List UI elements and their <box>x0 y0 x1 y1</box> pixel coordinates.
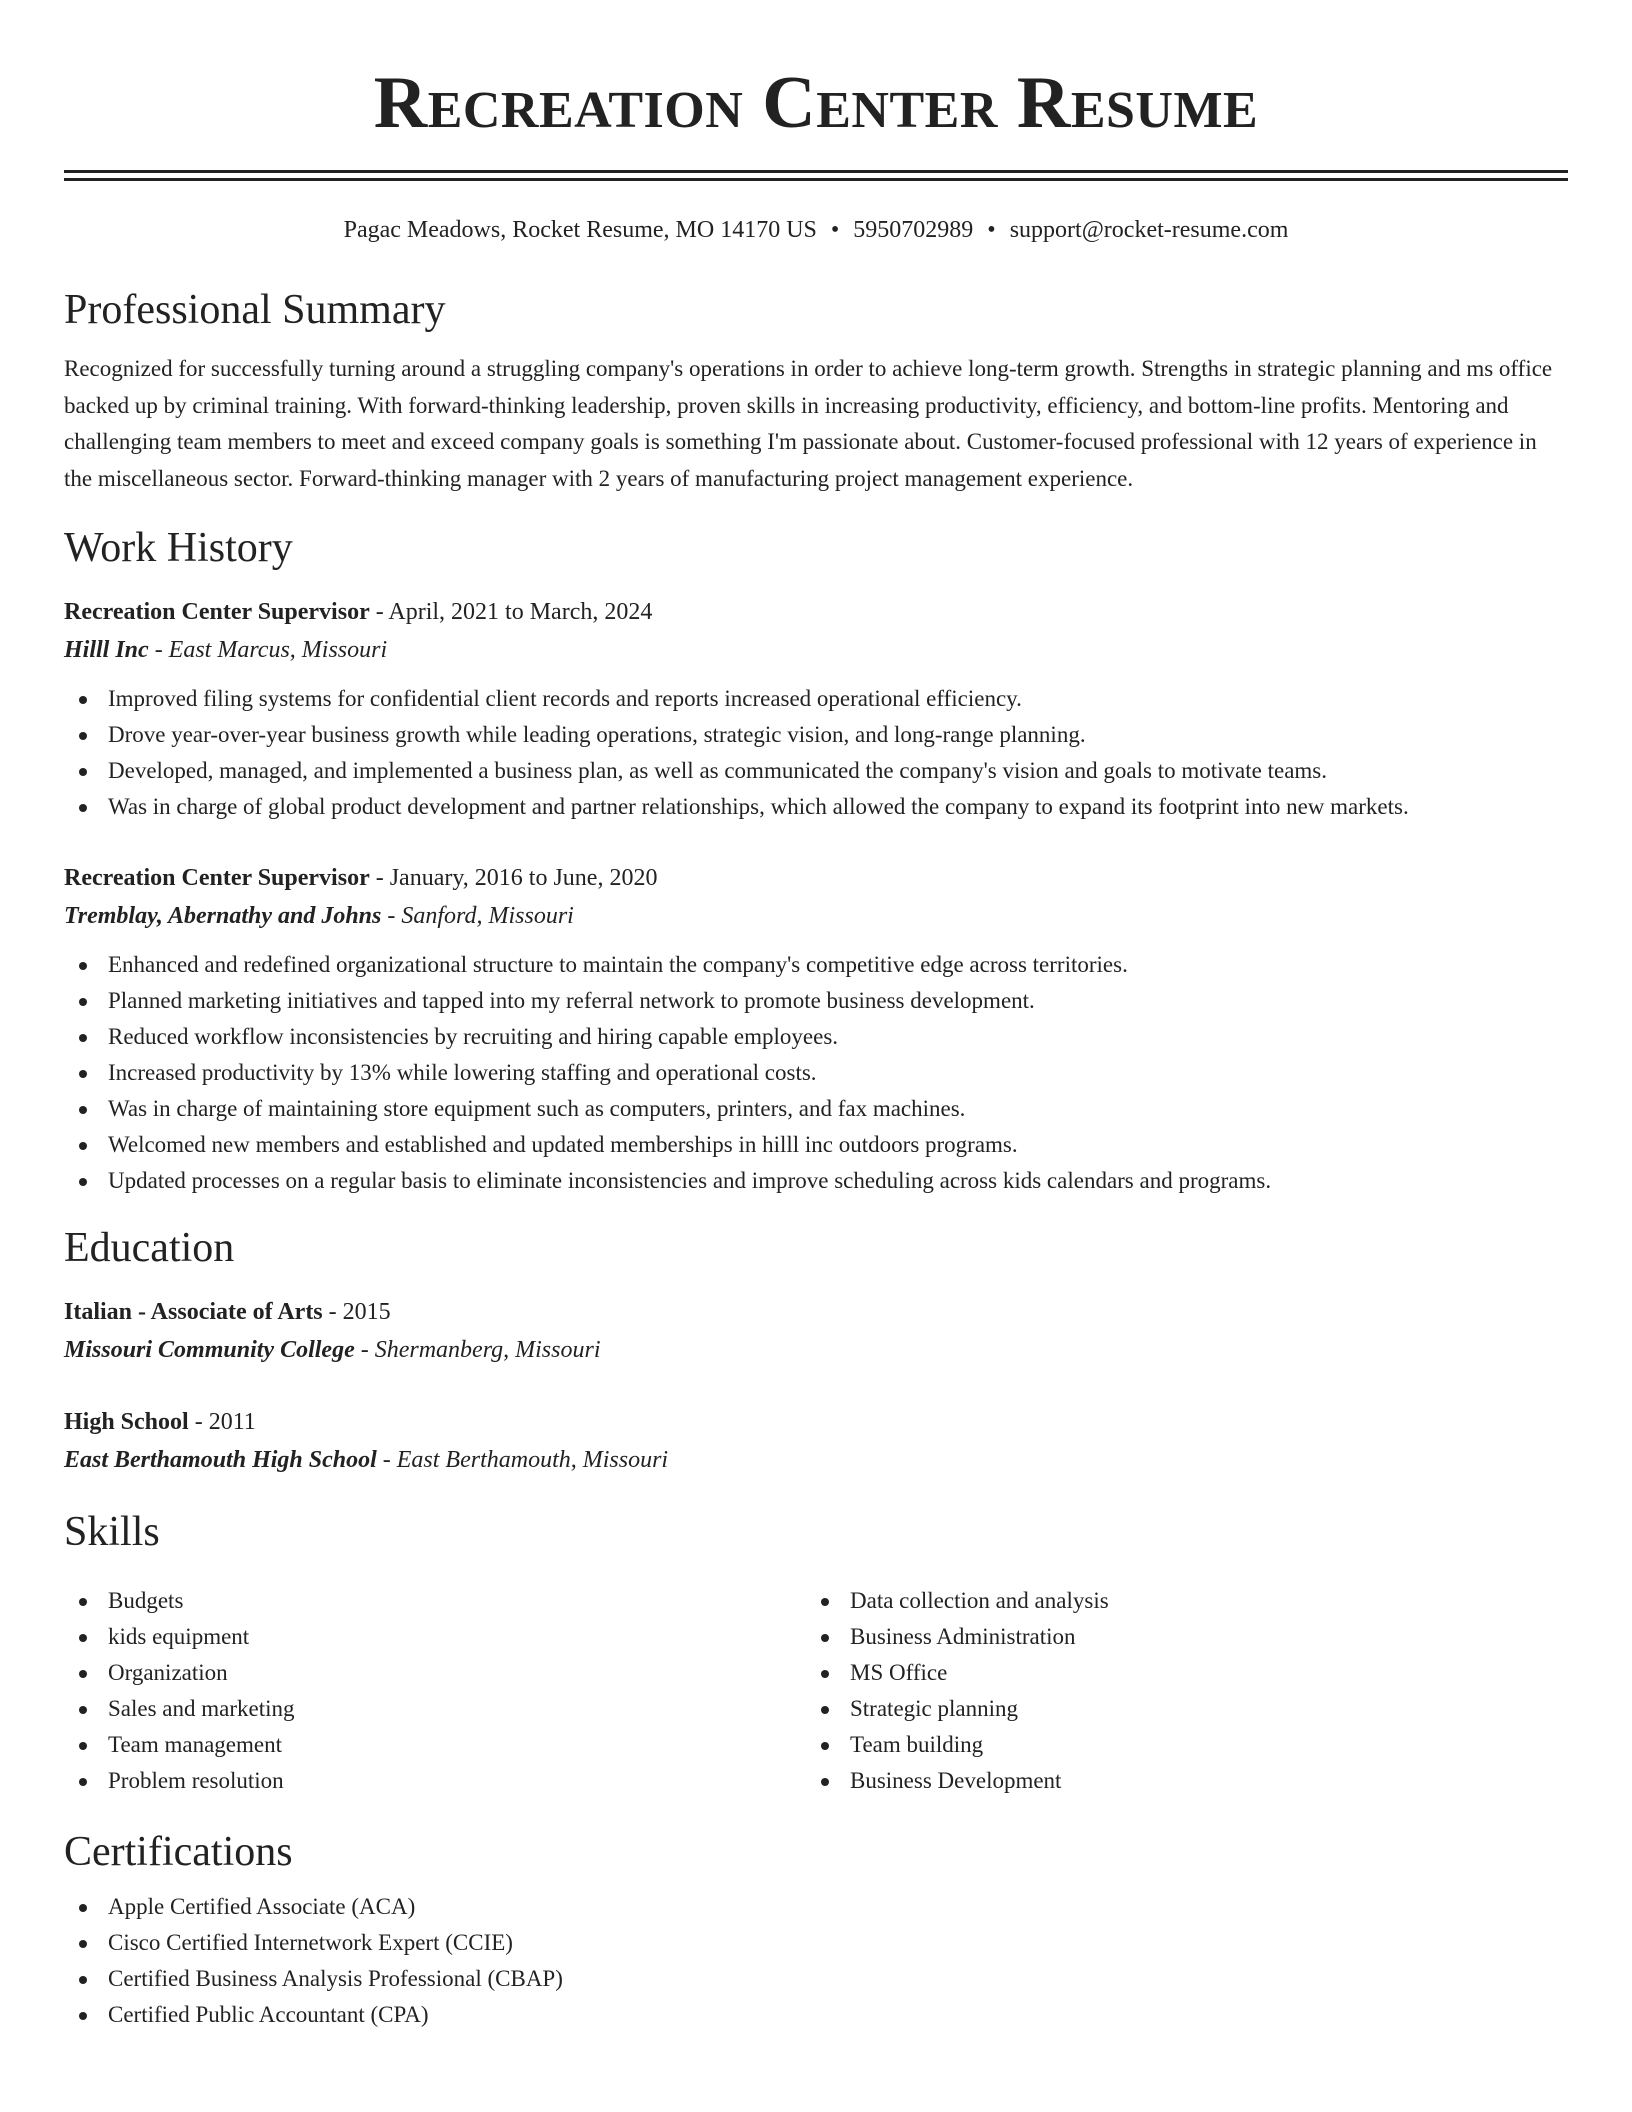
summary-text: Recognized for successfully turning around a struggling company's operations in order to achieve long-term growth. Strengths in strategic planning and ms office backed up by criminal training. With forward-thinking leadership, proven skills in increasing productivity, efficiency, and bottom-line profits. Mentoring and challenging team members to meet and exceed company goals is something I'm passionate about. Customer-focused professional with 12 years of experience in the miscellaneous sector. Forward-thinking manager with 2 years of manufacturing project management experience. <box>64 356 1553 491</box>
school-name: East Berthamouth High School <box>64 1447 377 1473</box>
school-name: Missouri Community College <box>64 1337 355 1363</box>
contact-separator: • <box>987 217 996 243</box>
school-location: - Shermanberg, Missouri <box>354 1337 601 1363</box>
degree-name: Italian - Associate of Arts <box>64 1299 323 1325</box>
list-item: Drove year-over-year business growth while leading operations, strategic vision, and long-range planning. <box>64 717 1568 753</box>
company-name: Tremblay, Abernathy and Johns <box>64 903 382 929</box>
company-line <box>64 897 1568 935</box>
skill-item: Organization <box>64 1655 806 1691</box>
job-bullets <box>64 947 1568 1199</box>
job-bullets <box>64 681 1568 825</box>
work-history-heading: Work History <box>64 525 293 571</box>
list-item: Welcomed new members and established and updated memberships in hilll inc outdoors programs. <box>64 1127 1568 1163</box>
certifications-heading: Certifications <box>64 1829 293 1875</box>
skill-item: Data collection and analysis <box>806 1583 1548 1619</box>
company-line <box>64 631 1568 669</box>
company-name: Hilll Inc <box>64 637 149 663</box>
job-dates: - January, 2016 to June, 2020 <box>369 865 658 891</box>
resume-page <box>64 0 1568 2033</box>
job-title: Recreation Center Supervisor <box>64 865 370 891</box>
summary-heading: Professional Summary <box>64 287 446 333</box>
school-line <box>64 1331 1568 1369</box>
certification-item: Certified Public Accountant (CPA) <box>64 1997 1568 2033</box>
education-heading: Education <box>64 1225 235 1271</box>
education-entry <box>64 1293 1568 1369</box>
certification-item: Certified Business Analysis Professional (CBAP) <box>64 1961 1568 1997</box>
list-item: Developed, managed, and implemented a business plan, as well as communicated the company's vision and goals to motivate teams. <box>64 753 1568 789</box>
skill-item: MS Office <box>806 1655 1548 1691</box>
list-item: Was in charge of global product development and partner relationships, which allowed the company to expand its footprint into new markets. <box>64 789 1568 825</box>
skill-item: Budgets <box>64 1583 806 1619</box>
skill-item: Team management <box>64 1727 806 1763</box>
list-item: Was in charge of maintaining store equipment such as computers, printers, and fax machines. <box>64 1091 1568 1127</box>
job-dates: - April, 2021 to March, 2024 <box>369 599 653 625</box>
certification-item: Cisco Certified Internetwork Expert (CCIE) <box>64 1925 1568 1961</box>
skill-item: Business Administration <box>806 1619 1548 1655</box>
skill-item: Problem resolution <box>64 1763 806 1799</box>
certification-item: Apple Certified Associate (ACA) <box>64 1889 1568 1925</box>
company-location: - East Marcus, Missouri <box>148 637 388 663</box>
job-title-line <box>64 593 1568 631</box>
contact-separator: • <box>830 217 840 243</box>
job-title-line <box>64 859 1568 897</box>
list-item: Reduced workflow inconsistencies by recruiting and hiring capable employees. <box>64 1019 1568 1055</box>
contact-email: support@rocket-resume.com <box>1009 217 1289 243</box>
contact-line <box>64 215 1568 245</box>
skills-column-left <box>64 1583 806 1799</box>
skills-grid <box>64 1571 1568 1799</box>
degree-year: - 2011 <box>188 1409 256 1435</box>
title-divider-bottom <box>64 178 1568 181</box>
skill-item: Sales and marketing <box>64 1691 806 1727</box>
certifications-list <box>64 1889 1568 2033</box>
skill-item: Team building <box>806 1727 1548 1763</box>
job-entry <box>64 859 1568 1199</box>
degree-year: - 2015 <box>322 1299 391 1325</box>
list-item: Improved filing systems for confidential client records and reports increased operational efficiency. <box>64 681 1568 717</box>
job-title: Recreation Center Supervisor <box>64 599 370 625</box>
skill-item: kids equipment <box>64 1619 806 1655</box>
skill-item: Business Development <box>806 1763 1548 1799</box>
contact-phone: 5950702989 <box>853 217 974 243</box>
skill-item: Strategic planning <box>806 1691 1548 1727</box>
school-line <box>64 1441 1568 1479</box>
degree-line <box>64 1293 1568 1331</box>
title-divider-top <box>64 170 1568 173</box>
list-item: Increased productivity by 13% while lowering staffing and operational costs. <box>64 1055 1568 1091</box>
company-location: - Sanford, Missouri <box>381 903 574 929</box>
degree-line <box>64 1403 1568 1441</box>
list-item: Planned marketing initiatives and tapped into my referral network to promote business development. <box>64 983 1568 1019</box>
contact-address: Pagac Meadows, Rocket Resume, MO 14170 US <box>343 217 817 243</box>
school-location: - East Berthamouth, Missouri <box>376 1447 669 1473</box>
skills-heading: Skills <box>64 1509 160 1555</box>
job-entry <box>64 593 1568 825</box>
degree-name: High School <box>64 1409 189 1435</box>
resume-title: Recreation Center Resume <box>373 62 1259 144</box>
education-entry <box>64 1403 1568 1479</box>
list-item: Enhanced and redefined organizational structure to maintain the company's competitive edge across territories. <box>64 947 1568 983</box>
list-item: Updated processes on a regular basis to eliminate inconsistencies and improve scheduling across kids calendars and programs. <box>64 1163 1568 1199</box>
skills-column-right <box>806 1583 1548 1799</box>
